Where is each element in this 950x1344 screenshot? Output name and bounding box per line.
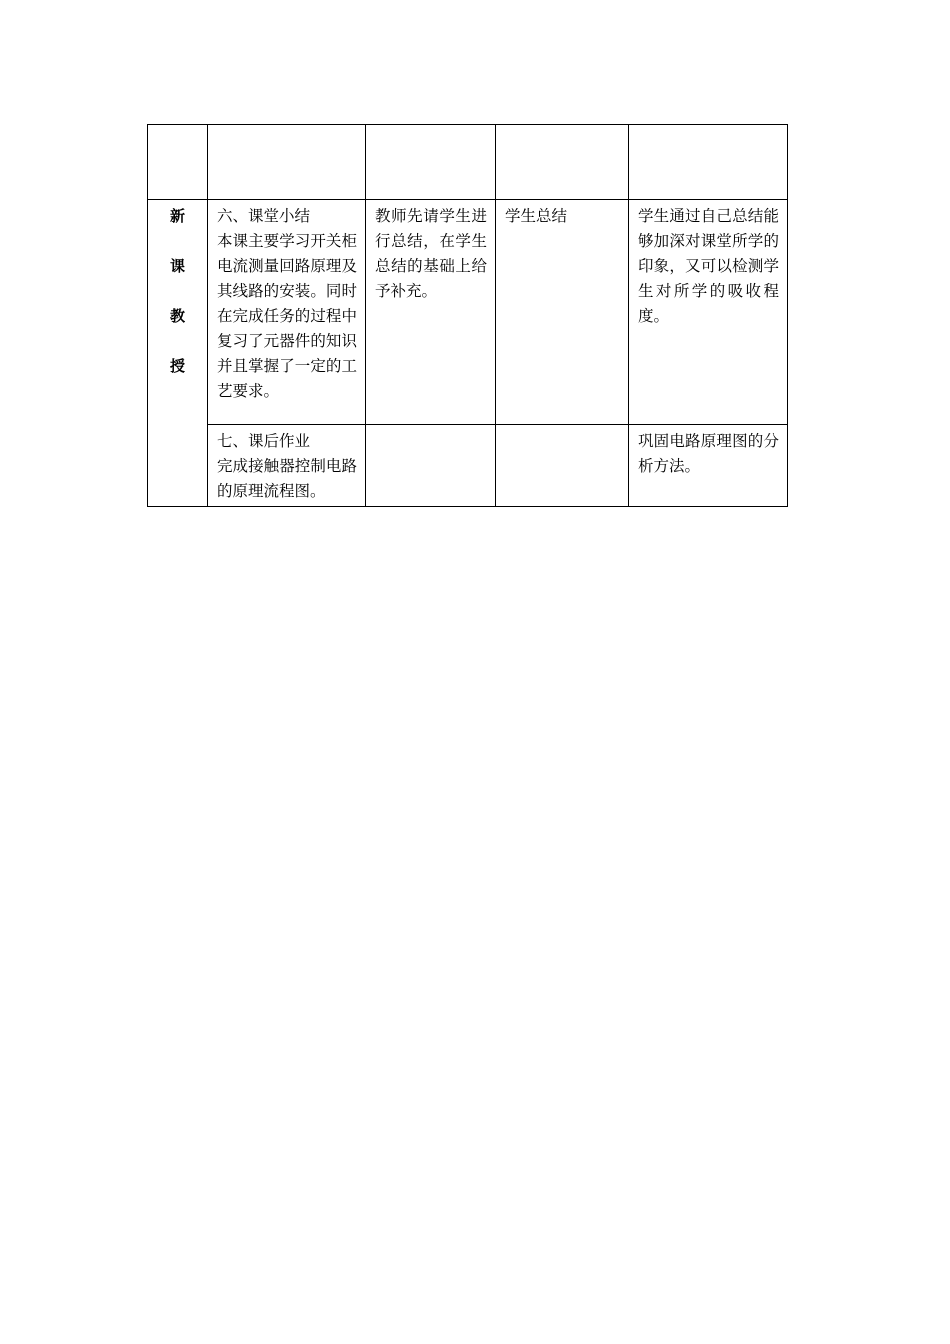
content-cell xyxy=(208,425,366,507)
section-char: 教 xyxy=(169,307,185,325)
empty-cell xyxy=(208,125,366,200)
table-row-summary xyxy=(148,200,788,425)
content-body: 本课主要学习开关柜电流测量回路原理及其线路的安装。同时在完成任务的过程中复习了元器件的知识并且掌握了一定的工艺要求。 xyxy=(217,232,357,400)
teacher-activity-cell xyxy=(366,425,496,507)
table-row-empty xyxy=(148,125,788,200)
empty-cell xyxy=(148,125,208,200)
content-title: 六、课堂小结 xyxy=(217,207,311,225)
content-cell xyxy=(208,200,366,425)
section-char: 新 xyxy=(169,207,185,225)
student-activity-cell xyxy=(496,425,629,507)
student-activity-cell: 学生总结 xyxy=(496,200,629,425)
section-char: 授 xyxy=(169,357,185,375)
design-intent-cell: 学生通过自己总结能够加深对课堂所学的印象，又可以检测学生对所学的吸收程度。 xyxy=(629,200,788,425)
content-body: 完成接触器控制电路的原理流程图。 xyxy=(217,457,357,500)
design-intent-cell: 巩固电路原理图的分析方法。 xyxy=(629,425,788,507)
empty-cell xyxy=(496,125,629,200)
table-row-homework xyxy=(148,425,788,507)
section-label-cell xyxy=(148,200,208,507)
content-title: 七、课后作业 xyxy=(217,432,311,450)
lesson-plan-table xyxy=(147,124,788,507)
section-char: 课 xyxy=(169,257,185,275)
empty-cell xyxy=(366,125,496,200)
teacher-activity-cell: 教师先请学生进行总结，在学生总结的基础上给予补充。 xyxy=(366,200,496,425)
empty-cell xyxy=(629,125,788,200)
